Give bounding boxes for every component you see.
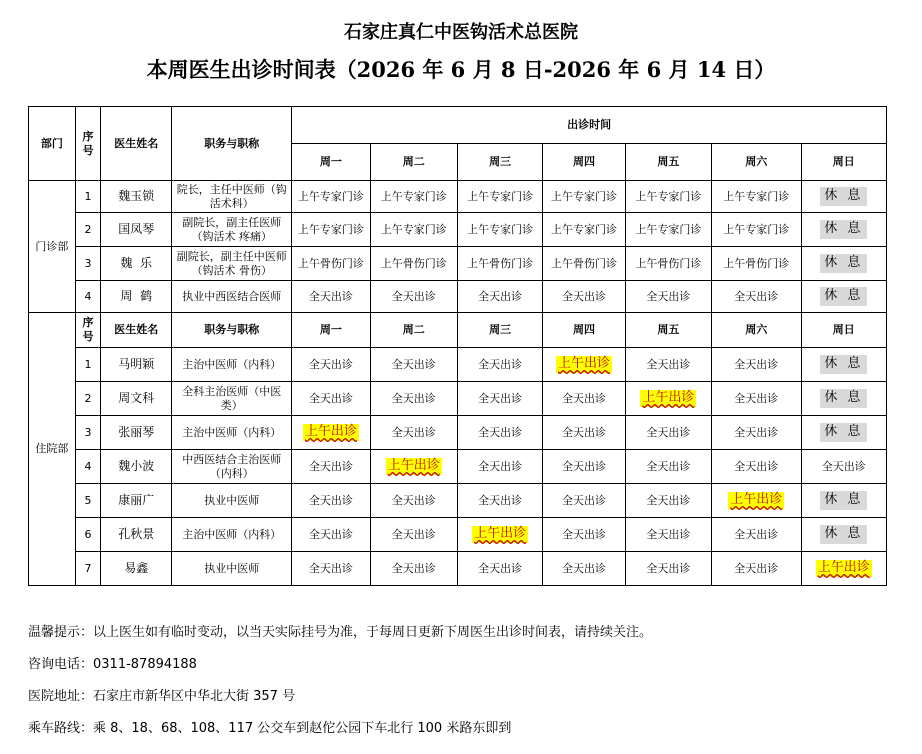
schedule-cell: 全天出诊	[543, 382, 625, 416]
schedule-cell: 全天出诊	[457, 416, 542, 450]
header-day: 周五	[625, 313, 711, 348]
schedule-cell: 全天出诊	[801, 450, 886, 484]
table-row	[29, 213, 887, 247]
schedule-cell	[625, 382, 711, 416]
table-row	[29, 552, 887, 586]
rest-badge: 休 息	[820, 525, 867, 543]
table-row	[29, 450, 887, 484]
schedule-cell: 全天出诊	[543, 484, 625, 518]
header-day: 周六	[712, 313, 801, 348]
doctor-name: 孔秋景	[101, 518, 172, 552]
table-row	[29, 247, 887, 281]
doctor-name: 国凤琴	[101, 213, 172, 247]
schedule-cell	[801, 247, 886, 281]
schedule-cell	[457, 518, 542, 552]
header-day: 周日	[801, 144, 886, 181]
table-row	[29, 281, 887, 313]
header-name: 医生姓名	[101, 107, 172, 181]
schedule-cell: 全天出诊	[370, 484, 457, 518]
doctor-name: 魏 乐	[101, 247, 172, 281]
doctor-name: 周 鹤	[101, 281, 172, 313]
schedule-cell: 全天出诊	[370, 281, 457, 313]
schedule-cell: 全天出诊	[292, 484, 370, 518]
inpatient-header-row	[29, 313, 887, 348]
schedule-cell	[292, 416, 370, 450]
doctor-name: 易鑫	[101, 552, 172, 586]
schedule-cell: 全天出诊	[457, 450, 542, 484]
header-day: 周一	[292, 313, 370, 348]
notes-section	[28, 622, 652, 750]
schedule-cell: 全天出诊	[625, 552, 711, 586]
header-day: 周二	[370, 144, 457, 181]
schedule-cell: 全天出诊	[457, 484, 542, 518]
schedule-cell: 上午骨伤门诊	[292, 247, 370, 281]
schedule-cell	[801, 484, 886, 518]
dept-inpatient: 住院部	[29, 313, 76, 586]
rest-badge: 休 息	[820, 220, 867, 238]
doctor-title: 执业中医师	[172, 552, 292, 586]
schedule-cell: 上午专家门诊	[457, 181, 542, 213]
rest-badge: 休 息	[820, 423, 867, 441]
phone-text: 咨询电话：0311-87894188	[28, 657, 197, 672]
rest-badge: 休 息	[820, 491, 867, 509]
schedule-cell: 上午专家门诊	[457, 213, 542, 247]
header-day: 周六	[712, 144, 801, 181]
schedule-cell: 上午专家门诊	[625, 213, 711, 247]
doctor-title: 执业中西医结合医师	[172, 281, 292, 313]
schedule-cell: 全天出诊	[292, 382, 370, 416]
schedule-cell: 上午骨伤门诊	[712, 247, 801, 281]
schedule-cell: 上午专家门诊	[625, 181, 711, 213]
schedule-cell: 上午专家门诊	[370, 181, 457, 213]
schedule-cell: 全天出诊	[543, 518, 625, 552]
schedule-cell: 全天出诊	[625, 484, 711, 518]
schedule-cell: 上午骨伤门诊	[370, 247, 457, 281]
schedule-cell: 上午专家门诊	[712, 213, 801, 247]
header-title: 职务与职称	[172, 313, 292, 348]
morning-highlight: 上午出诊	[642, 390, 695, 406]
doctor-name: 康丽广	[101, 484, 172, 518]
schedule-cell: 全天出诊	[625, 518, 711, 552]
doctor-title: 院长，主任中医师（钩活术科）	[172, 181, 292, 213]
schedule-cell: 全天出诊	[292, 518, 370, 552]
schedule-cell: 全天出诊	[370, 348, 457, 382]
schedule-cell: 全天出诊	[712, 348, 801, 382]
morning-highlight: 上午出诊	[730, 492, 783, 508]
doctor-name: 魏玉锁	[101, 181, 172, 213]
header-title: 职务与职称	[172, 107, 292, 181]
schedule-cell: 上午骨伤门诊	[625, 247, 711, 281]
schedule-cell	[801, 181, 886, 213]
schedule-cell: 全天出诊	[292, 281, 370, 313]
seq-cell: 2	[75, 382, 100, 416]
schedule-cell: 上午专家门诊	[370, 213, 457, 247]
header-seq: 序号	[75, 107, 100, 181]
header-day: 周五	[625, 144, 711, 181]
rest-badge: 休 息	[820, 355, 867, 373]
schedule-cell: 全天出诊	[457, 348, 542, 382]
seq-cell: 6	[75, 518, 100, 552]
doctor-title: 执业中医师	[172, 484, 292, 518]
doctor-title: 主治中医师（内科）	[172, 518, 292, 552]
doctor-name: 张丽琴	[101, 416, 172, 450]
seq-cell: 7	[75, 552, 100, 586]
table-row	[29, 382, 887, 416]
schedule-cell: 全天出诊	[370, 382, 457, 416]
schedule-cell: 全天出诊	[292, 348, 370, 382]
schedule-cell: 全天出诊	[292, 552, 370, 586]
schedule-cell: 全天出诊	[712, 518, 801, 552]
schedule-cell: 全天出诊	[457, 281, 542, 313]
rest-badge: 休 息	[820, 287, 867, 305]
header-day: 周二	[370, 313, 457, 348]
doctor-title: 主治中医师（内科）	[172, 416, 292, 450]
schedule-cell: 全天出诊	[370, 552, 457, 586]
schedule-cell	[543, 348, 625, 382]
table-row	[29, 348, 887, 382]
address-text: 医院地址：石家庄市新华区中华北大街 357 号	[28, 689, 296, 704]
doctor-name: 马明颖	[101, 348, 172, 382]
notice-text: 温馨提示：以上医生如有临时变动，以当天实际挂号为准，于每周日更新下周医生出诊时间表，请持续关注。	[28, 625, 653, 640]
header-dept: 部门	[29, 107, 76, 181]
header-row-top	[29, 107, 887, 144]
schedule-cell: 上午骨伤门诊	[543, 247, 625, 281]
rest-badge: 休 息	[820, 187, 867, 205]
schedule-cell: 上午专家门诊	[543, 181, 625, 213]
schedule-cell: 全天出诊	[625, 281, 711, 313]
header-day: 周四	[543, 313, 625, 348]
schedule-cell: 全天出诊	[712, 416, 801, 450]
schedule-cell: 全天出诊	[712, 281, 801, 313]
schedule-cell	[801, 348, 886, 382]
schedule-cell: 全天出诊	[292, 450, 370, 484]
doctor-title: 中西医结合主治医师（内科）	[172, 450, 292, 484]
schedule-cell	[801, 213, 886, 247]
schedule-cell: 全天出诊	[457, 382, 542, 416]
seq-cell: 3	[75, 247, 100, 281]
seq-cell: 1	[75, 181, 100, 213]
schedule-cell	[801, 552, 886, 586]
schedule-cell: 全天出诊	[543, 552, 625, 586]
schedule-table	[28, 106, 887, 586]
seq-cell: 1	[75, 348, 100, 382]
morning-highlight: 上午出诊	[817, 560, 870, 576]
doctor-title: 主治中医师（内科）	[172, 348, 292, 382]
seq-cell: 4	[75, 450, 100, 484]
schedule-cell	[801, 382, 886, 416]
seq-cell: 5	[75, 484, 100, 518]
rest-badge: 休 息	[820, 254, 867, 272]
morning-highlight: 上午出诊	[558, 356, 611, 372]
schedule-cell: 全天出诊	[370, 518, 457, 552]
header-name: 医生姓名	[101, 313, 172, 348]
header-day: 周四	[543, 144, 625, 181]
schedule-cell: 全天出诊	[712, 382, 801, 416]
header-seq: 序号	[75, 313, 100, 348]
schedule-cell	[801, 518, 886, 552]
seq-cell: 3	[75, 416, 100, 450]
morning-highlight: 上午出诊	[474, 526, 527, 542]
doctor-title: 副院长，副主任中医师（钩活术 骨伤）	[172, 247, 292, 281]
schedule-cell: 上午专家门诊	[543, 213, 625, 247]
dept-outpatient: 门诊部	[29, 181, 76, 313]
table-row	[29, 416, 887, 450]
header-day: 周三	[457, 313, 542, 348]
schedule-cell	[370, 450, 457, 484]
schedule-cell: 上午专家门诊	[292, 181, 370, 213]
doctor-title: 全科主治医师（中医类）	[172, 382, 292, 416]
header-day: 周三	[457, 144, 542, 181]
header-day: 周一	[292, 144, 370, 181]
schedule-cell: 上午专家门诊	[712, 181, 801, 213]
morning-highlight: 上午出诊	[387, 458, 440, 474]
schedule-cell	[801, 281, 886, 313]
morning-highlight: 上午出诊	[304, 424, 357, 440]
schedule-cell	[801, 416, 886, 450]
table-row	[29, 181, 887, 213]
table-row	[29, 484, 887, 518]
doctor-name: 周文科	[101, 382, 172, 416]
doctor-name: 魏小波	[101, 450, 172, 484]
header-day: 周日	[801, 313, 886, 348]
schedule-cell: 全天出诊	[712, 552, 801, 586]
header-time: 出诊时间	[292, 107, 887, 144]
schedule-cell: 上午骨伤门诊	[457, 247, 542, 281]
schedule-title: 本周医生出诊时间表（2026 年 6 月 8 日-2026 年 6 月 14 日）	[146, 57, 776, 82]
hospital-name: 石家庄真仁中医钩活术总医院	[344, 22, 578, 43]
doctor-title: 副院长，副主任医师（钩活术 疼痛）	[172, 213, 292, 247]
route-text: 乘车路线：乘 8、18、68、108、117 公交车到赵佗公园下车北行 100 米路东即到	[28, 721, 512, 736]
schedule-cell: 全天出诊	[712, 450, 801, 484]
schedule-cell: 全天出诊	[370, 416, 457, 450]
schedule-cell: 全天出诊	[625, 348, 711, 382]
seq-cell: 4	[75, 281, 100, 313]
schedule-cell: 上午专家门诊	[292, 213, 370, 247]
rest-badge: 休 息	[820, 389, 867, 407]
schedule-cell: 全天出诊	[625, 416, 711, 450]
schedule-cell: 全天出诊	[457, 552, 542, 586]
table-row	[29, 518, 887, 552]
schedule-cell: 全天出诊	[543, 416, 625, 450]
schedule-cell: 全天出诊	[543, 450, 625, 484]
seq-cell: 2	[75, 213, 100, 247]
schedule-cell: 全天出诊	[543, 281, 625, 313]
schedule-cell	[712, 484, 801, 518]
schedule-cell: 全天出诊	[625, 450, 711, 484]
